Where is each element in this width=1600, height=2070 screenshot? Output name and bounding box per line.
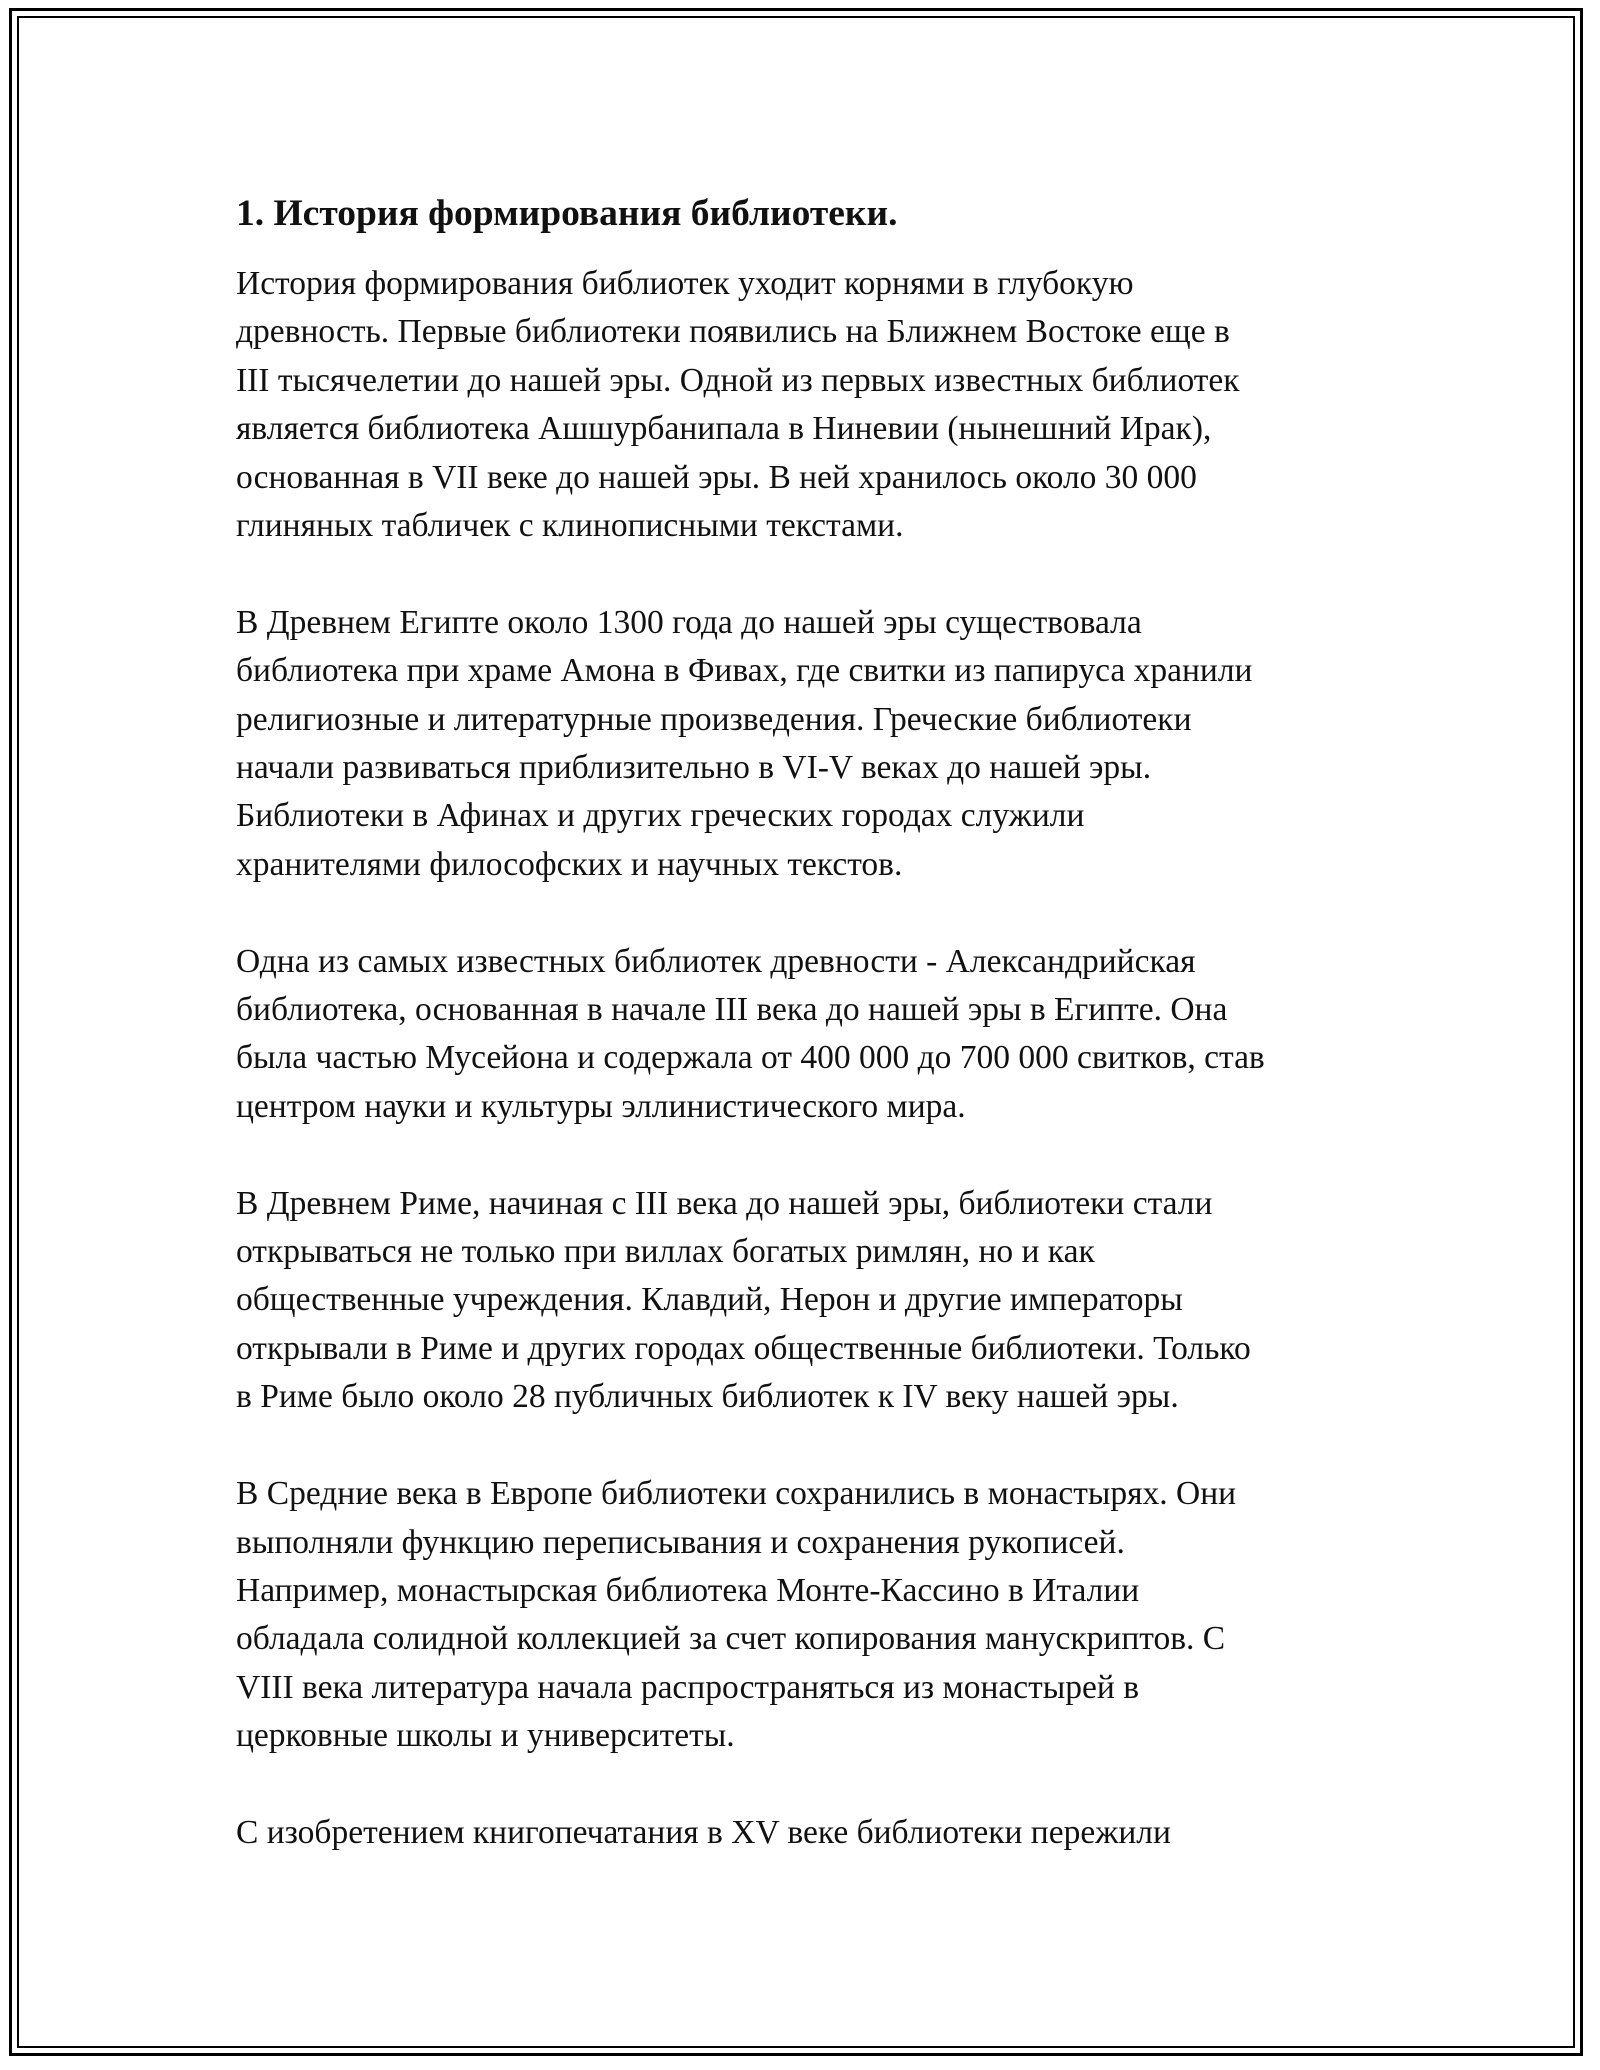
text-line: древность. Первые библиотеки появились на Ближнем Востоке еще в [236,313,1230,351]
section-heading: 1. История формирования библиотеки. [236,193,898,234]
text-line: III тысячелетии до нашей эры. Одной из первых известных библиотек [236,361,1240,399]
paragraph [236,938,1376,1132]
text-line: В Древнем Риме, начиная с III века до нашей эры, библиотеки стали [236,1184,1213,1222]
text-line: религиозные и литературные произведения. Греческие библиотеки [236,700,1192,738]
text-line: церковные школы и университеты. [236,1717,735,1755]
paragraph [236,260,1376,550]
text-line: В Средние века в Европе библиотеки сохранились в монастырях. Они [236,1475,1237,1513]
text-line: основанная в VII веке до нашей эры. В ней хранилось около 30 000 [236,458,1197,496]
text-line: центром науки и культуры эллинистического мира. [236,1087,966,1125]
paragraph [236,599,1376,889]
text-line: начали развиваться приблизительно в VI-V веках до нашей эры. [236,749,1152,787]
text-line: является библиотека Ашшурбанипала в Ниневии (нынешний Ирак), [236,410,1212,448]
text-line: в Риме было около 28 публичных библиотек к IV веку нашей эры. [236,1378,1179,1416]
text-line: была частью Мусейона и содержала от 400 000 до 700 000 свитков, став [236,1039,1265,1077]
paragraph [236,1470,1376,1760]
text-line: Например, монастырская библиотека Монте-Кассино в Италии [236,1571,1140,1609]
text-line: Библиотеки в Афинах и других греческих городах служили [236,797,1085,835]
text-line: библиотека при храме Амона в Фивах, где свитки из папируса хранили [236,652,1253,690]
text-line: История формирования библиотек уходит корнями в глубокую [236,265,1134,302]
text-line: Одна из самых известных библиотек древности - Александрийская [236,942,1196,980]
text-line: открываться не только при виллах богатых римлян, но и как [236,1233,1095,1271]
text-line: глиняных табличек с клинописными текстами. [236,507,904,545]
text-line: С изобретением книгопечатания в XV веке библиотеки пережили [236,1813,1171,1851]
text-line: общественные учреждения. Клавдий, Нерон и другие императоры [236,1281,1183,1319]
document-body [236,188,1376,1906]
text-line: VIII века литература начала распространяться из монастырей в [236,1668,1140,1706]
text-line: открывали в Риме и других городах общественные библиотеки. Только [236,1329,1251,1367]
text-line: В Древнем Египте около 1300 года до нашей эры существовала [236,603,1142,641]
paragraph [236,1180,1376,1422]
text-line: хранителями философских и научных текстов. [236,845,903,883]
text-line: выполняли функцию переписывания и сохранения рукописей. [236,1523,1125,1561]
text-line: библиотека, основанная в начале III века до нашей эры в Египте. Она [236,991,1228,1029]
paragraph [236,1809,1376,1857]
text-line: обладала солидной коллекцией за счет копирования манускриптов. С [236,1620,1226,1658]
